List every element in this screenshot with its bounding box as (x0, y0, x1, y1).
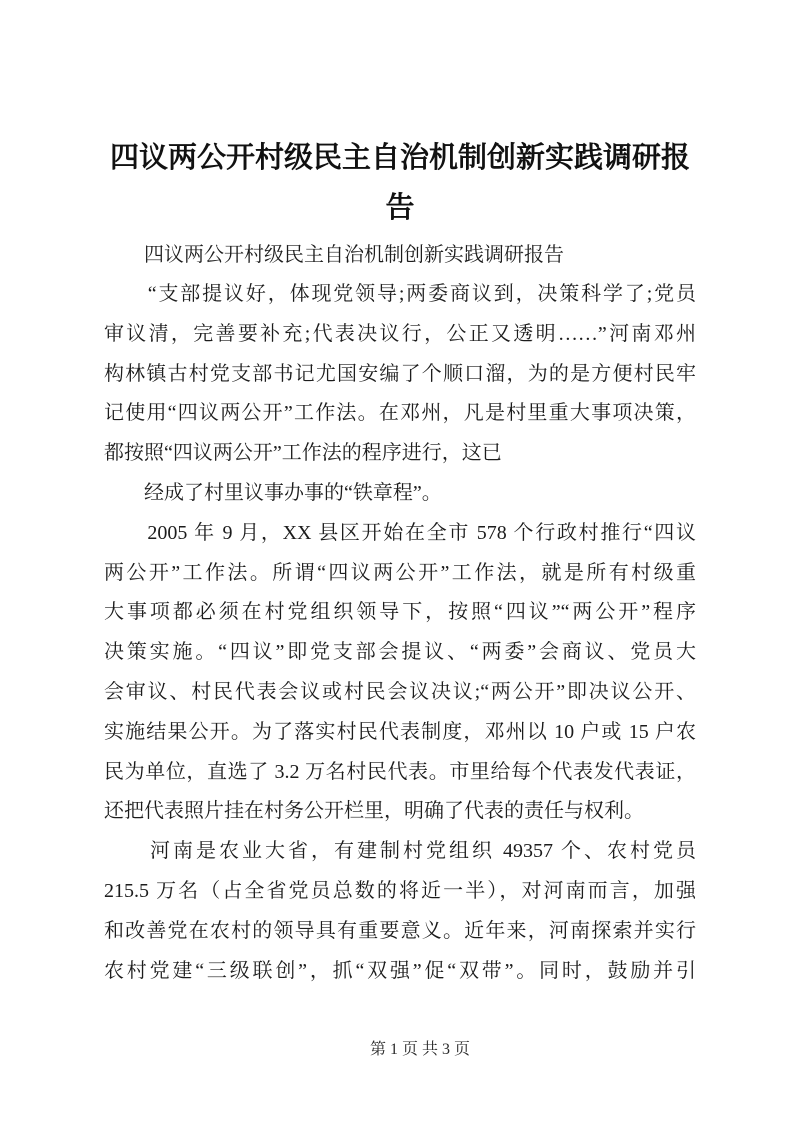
body-line: 记使用“四议两公开”工作法。在邓州，凡是村里重大事项决策， (104, 402, 696, 425)
body-line: 2005 年 9 月，XX 县区开始在全市 578 个行政村推行“四议 (104, 521, 696, 544)
body-line: 河南是农业大省，有建制村党组织 49357 个、农村党员 (104, 840, 696, 863)
body-line: 和改善党在农村的领导具有重要意义。近年来，河南探索并实行 (104, 919, 696, 942)
body-line: 还把代表照片挂在村务公开栏里，明确了代表的责任与权利。 (104, 800, 644, 823)
body-line: 实施结果公开。为了落实村民代表制度，邓州以 10 户或 15 户农 (104, 720, 696, 743)
body-line: 两公开”工作法。所谓“四议两公开”工作法，就是所有村级重 (104, 561, 696, 584)
body-line: 决策实施。“四议”即党支部会提议、“两委”会商议、党员大 (104, 641, 696, 664)
body-line: 经成了村里议事办事的“铁章程”。 (104, 481, 442, 504)
body-line: “支部提议好，体现党领导;两委商议到，决策科学了;党员 (104, 283, 696, 305)
body-line: 大事项都必须在村党组织领导下，按照“四议”“两公开”程序 (104, 601, 696, 624)
body-line: 农村党建“三级联创”，抓“双强”促“双带”。同时，鼓励并引 (104, 959, 696, 982)
page-number-footer: 第 1 页 共 3 页 (369, 1041, 470, 1058)
body-line: 构林镇古村党支部书记尤国安编了个顺口溜，为的是方便村民牢 (104, 362, 696, 385)
body-line: 都按照“四议两公开”工作法的程序进行，这已 (104, 442, 502, 465)
body-line: 审议清，完善要补充;代表决议行，公正又透明……”河南邓州 (104, 322, 696, 345)
document-content (104, 0, 696, 991)
body-line: 民为单位，直选了 3.2 万名村民代表。市里给每个代表发代表证， (104, 760, 696, 783)
document-subtitle: 四议两公开村级民主自治机制创新实践调研报告 (104, 244, 564, 266)
document-title: 四议两公开村级民主自治机制创新实践调研报告 (109, 142, 690, 224)
body-line: 会审议、村民代表会议或村民会议决议;“两公开”即决议公开、 (104, 680, 696, 703)
body-line: 215.5 万名（占全省党员总数的将近一半），对河南而言，加强 (104, 879, 696, 902)
